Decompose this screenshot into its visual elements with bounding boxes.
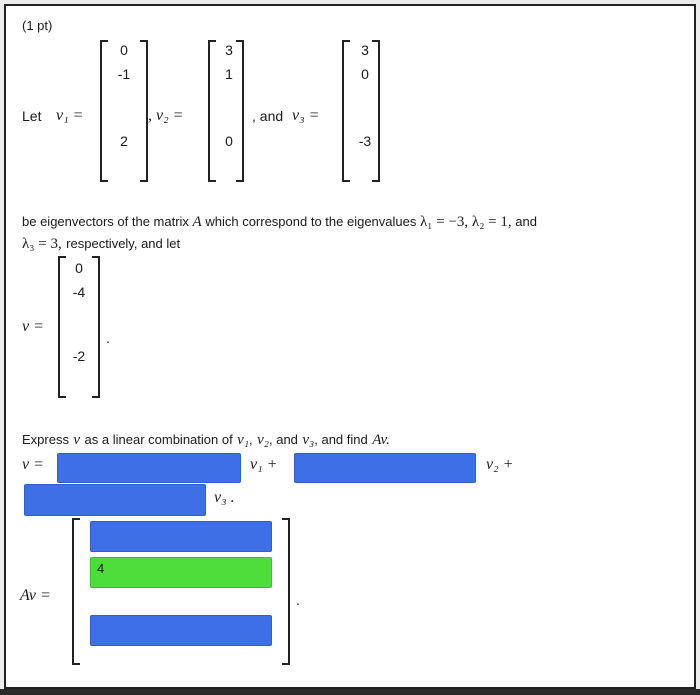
av-left-bracket [72,518,80,665]
v2-entry-3: 0 [225,133,233,149]
v1-entry-1: 0 [120,42,128,58]
v1-left-bracket [100,40,108,182]
statement-line-1: be eigenvectors of the matrix A which correspond to the eigenvalues λ₁ = −3, λ₂ = 1, and [22,214,537,230]
task-prompt: Express v as a linear combination of v₁, v₂, and v₃, and find Av. [22,432,390,448]
v2-entry-2: 1 [225,66,233,82]
v-equals-label: v = [22,318,44,335]
v-left-bracket [58,256,66,398]
v3-right-bracket [372,40,380,182]
v1-plus-label: v₁ + [250,456,278,473]
eigenvalue-3: λ₃ = 3, [22,236,62,252]
v-entry-3: -2 [72,348,86,364]
combo-v-equals: v = [22,456,44,473]
av-period: . [296,592,300,608]
av-equals-label: Av = [20,587,51,604]
v-period: . [106,330,110,346]
v2-equals-label: , v₂ = [148,107,184,124]
let-label: Let [22,108,42,124]
av-entry-2-input[interactable]: 4 [90,557,272,588]
coefficient-3-input[interactable] [24,484,206,516]
v-entry-1: 0 [75,260,83,276]
v3-entry-1: 3 [361,42,369,58]
and-label: , and [252,108,284,124]
v3-end-label: v₃ . [214,489,235,506]
v2-entry-1: 3 [225,42,233,58]
av-entry-3-input[interactable] [90,615,272,646]
v1-equals-label: v₁ = [56,107,84,124]
v3-entry-2: 0 [361,66,369,82]
coefficient-2-input[interactable] [294,453,476,483]
av-right-bracket [282,518,290,665]
matrix-symbol: A [192,214,202,230]
v2-left-bracket [208,40,216,182]
v1-entry-3: 2 [120,133,128,149]
bottom-edge [0,689,700,695]
v1-right-bracket [140,40,148,182]
v3-entry-3: -3 [358,133,372,149]
statement-line-2: λ₃ = 3, respectively, and let [22,236,181,252]
v-entry-2: -4 [72,284,86,300]
v1-entry-2: -1 [117,66,131,82]
coefficient-1-input[interactable] [57,453,241,483]
v2-plus-label: v₂ + [486,456,514,473]
av-entry-1-input[interactable] [90,521,272,552]
eigenvalues-1-2: λ₁ = −3, λ₂ = 1, [420,214,512,230]
v3-left-bracket [342,40,350,182]
v-right-bracket [92,256,100,398]
v3-equals-label: v₃ = [292,107,320,124]
v2-right-bracket [236,40,244,182]
points-label: (1 pt) [22,18,53,33]
